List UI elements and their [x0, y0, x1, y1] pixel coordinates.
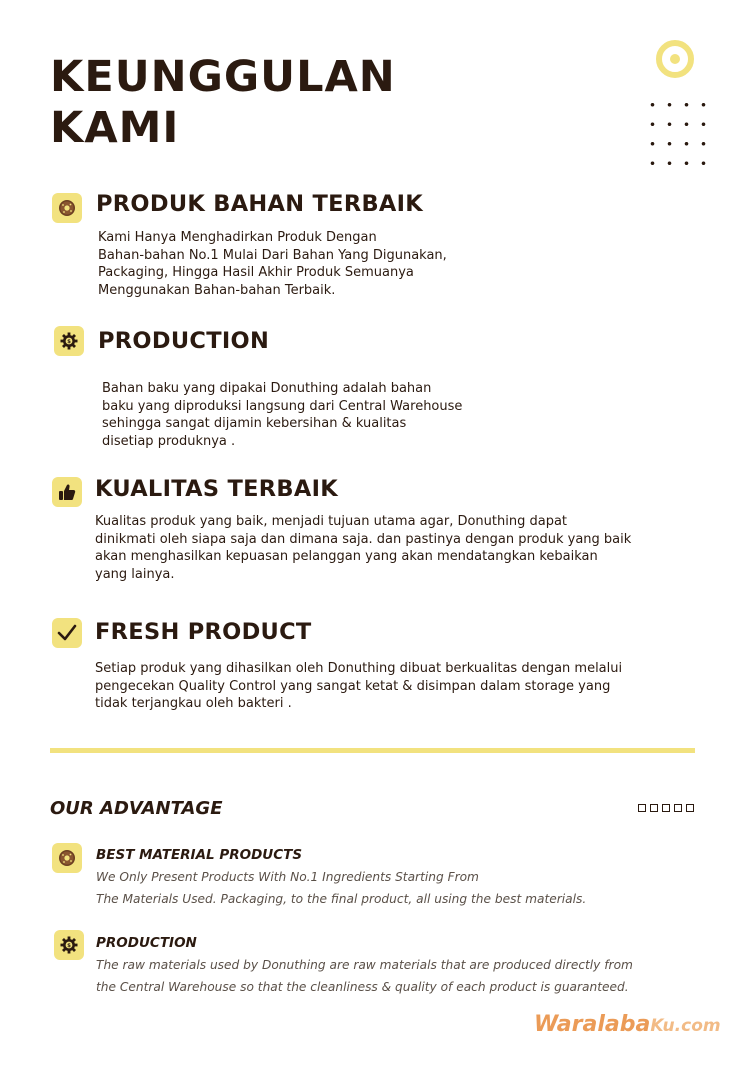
- ring-decoration-icon: [656, 40, 694, 78]
- text-line: Menggunakan Bahan-bahan Terbaik.: [98, 282, 336, 298]
- donut-icon: [52, 843, 82, 873]
- text-line: baku yang diproduksi langsung dari Central Warehouse: [102, 398, 463, 414]
- text-line: The Materials Used. Packaging, to the final product, all using the best materials.: [96, 892, 587, 906]
- text-line: pengecekan Quality Control yang sangat ketat & disimpan dalam storage yang: [95, 678, 611, 694]
- text-line: sehingga sangat dijamin kebersihan & kualitas: [102, 416, 407, 431]
- section-heading-production: PRODUCTION: [98, 328, 270, 354]
- text-line: dinikmati oleh siapa saja dan dimana saja. dan pastinya dengan produk yang baik: [95, 531, 632, 547]
- section-heading-produk-bahan-terbaik: PRODUK BAHAN TERBAIK: [96, 191, 424, 217]
- text-line: We Only Present Products With No.1 Ingredients Starting From: [96, 870, 479, 884]
- text-line: Bahan baku yang dipakai Donuthing adalah bahan: [102, 381, 432, 396]
- text-line: Packaging, Hingga Hasil Akhir Produk Semuanya: [98, 265, 414, 280]
- checkmark-icon: [52, 618, 82, 648]
- square-dots-decoration: [638, 804, 694, 812]
- section-text-produk-bahan-terbaik: [98, 229, 447, 299]
- advantage-heading-best-material: BEST MATERIAL PRODUCTS: [96, 847, 303, 863]
- text-line: disetiap produknya .: [102, 433, 236, 449]
- section-divider: [50, 748, 695, 753]
- text-line: yang lainya.: [95, 566, 175, 582]
- text-line: the Central Warehouse so that the cleanliness & quality of each product is guaranteed.: [96, 980, 629, 994]
- section-text-production: [102, 380, 462, 450]
- advantage-text-production: [96, 954, 633, 998]
- text-line: akan menghasilkan kepuasan pelanggan yang akan mendatangkan kebaikan: [95, 549, 598, 564]
- text-line: Bahan-bahan No.1 Mulai Dari Bahan Yang Digunakan,: [98, 247, 447, 263]
- text-line: The raw materials used by Donuthing are raw materials that are produced directly from: [96, 958, 633, 972]
- advantage-title: OUR ADVANTAGE: [50, 798, 223, 819]
- section-heading-fresh-product: FRESH PRODUCT: [95, 619, 312, 645]
- text-line: Kami Hanya Menghadirkan Produk Dengan: [98, 230, 377, 245]
- page-title-line-1: KEUNGGULAN: [50, 52, 396, 102]
- page-title: [50, 52, 396, 154]
- svg-text:$: $: [67, 943, 71, 950]
- svg-text:$: $: [67, 339, 71, 346]
- advantage-heading-production: PRODUCTION: [96, 935, 197, 951]
- dot-grid-decoration: [644, 95, 712, 179]
- gear-icon: [54, 326, 84, 356]
- watermark-part: W: [534, 1012, 557, 1037]
- section-text-fresh-product: [95, 660, 622, 713]
- section-heading-kualitas-terbaik: KUALITAS TERBAIK: [95, 476, 339, 502]
- text-line: Setiap produk yang dihasilkan oleh Donuthing dibuat berkualitas dengan melalui: [95, 661, 623, 676]
- text-line: tidak terjangkau oleh bakteri .: [95, 696, 292, 711]
- text-line: Kualitas produk yang baik, menjadi tujuan utama agar, Donuthing dapat: [95, 514, 568, 529]
- donut-icon: [52, 193, 82, 223]
- gear-icon: [54, 930, 84, 960]
- watermark-logo: [534, 1012, 721, 1037]
- section-text-kualitas-terbaik: [95, 513, 631, 583]
- thumbs-up-icon: [52, 477, 82, 507]
- advantage-text-best-material: [96, 866, 586, 910]
- watermark-part: aralaba: [556, 1012, 651, 1037]
- watermark-part: Ku.com: [650, 1016, 721, 1036]
- page-title-line-2: KAMI: [50, 103, 180, 153]
